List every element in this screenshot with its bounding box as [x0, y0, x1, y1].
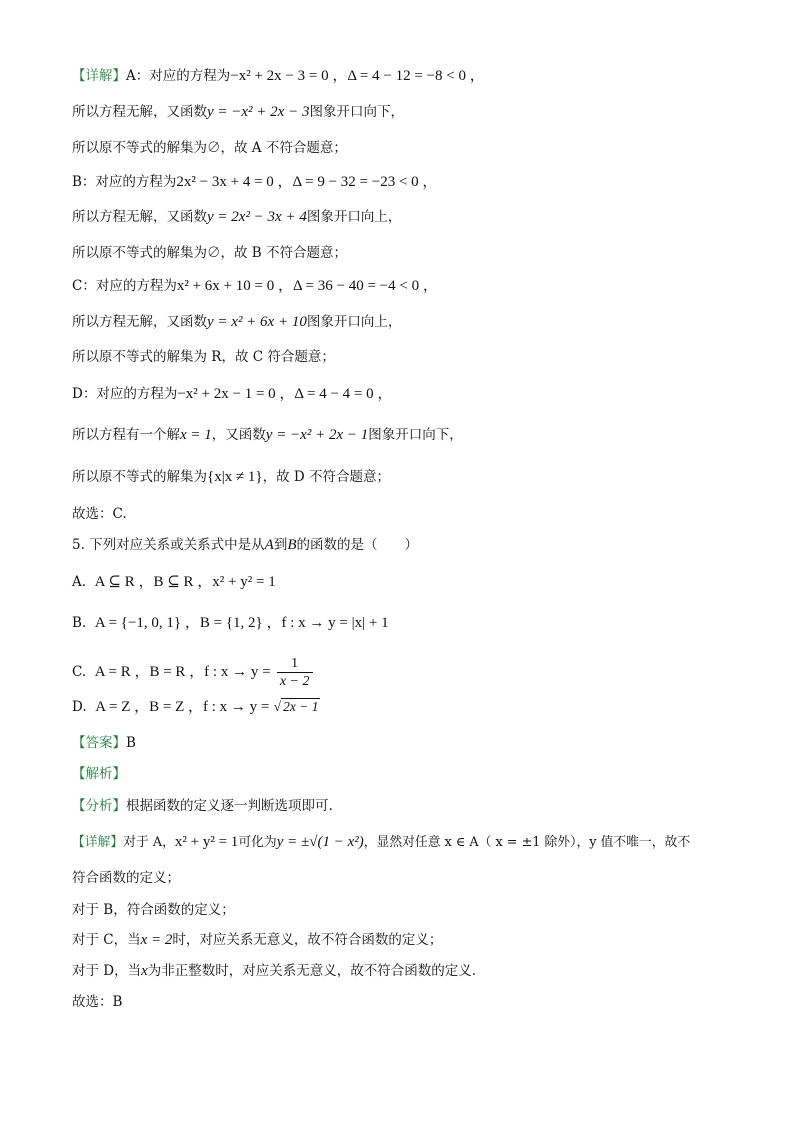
- analysis-heading: 【解析】: [72, 766, 126, 782]
- question-5-stem: 5. 下列对应关系或关系式中是从A到B的函数的是（ ）: [72, 537, 419, 553]
- solution-line-d-conclusion: 所以原不等式的解集为{x|x ≠ 1}，故 D 不符合题意；: [72, 469, 391, 485]
- option-d: D. A = Z ，B = Z ，f : x → y = √ 2x − 1: [72, 699, 319, 715]
- option-c: C. A = R ，B = R ，f : x → y = $\frac{1}{x - 2}$: [72, 655, 732, 690]
- detail-line-a: 【详解】对于 A，x² + y² = 1可化为y = ±√(1 − x²)，显然对任意 x ∈ A（ x = ±1 除外），y 值不唯一，故不: [72, 834, 691, 850]
- detail-tag: 【详解】: [72, 68, 126, 84]
- solution-line-c-conclusion: 所以原不等式的解集为 R，故 C 符合题意；: [72, 349, 335, 365]
- solution-line-b-conclusion: 所以原不等式的解集为∅，故 B 不符合题意；: [72, 245, 348, 261]
- solution-line-c-function: 所以方程无解，又函数y = x² + 6x + 10图象开口向上，: [72, 314, 402, 330]
- detail-line-d: 对于 D，当x为非正整数时，对应关系无意义，故不符合函数的定义.: [72, 963, 477, 979]
- solution-line-a-conclusion: 所以原不等式的解集为∅，故 A 不符合题意；: [72, 140, 347, 156]
- detail-line-c: 对于 C，当x = 2时，对应关系无意义，故不符合函数的定义；: [72, 932, 443, 948]
- solution-line-b-function: 所以方程无解，又函数y = 2x² − 3x + 4图象开口向上，: [72, 209, 402, 225]
- solution-line-a-equation: 【详解】A：对应的方程为−x² + 2x − 3 = 0 ，Δ = 4 − 12 = −8 < 0 ，: [72, 68, 485, 84]
- solution-line-a-function: 所以方程无解，又函数y = −x² + 2x − 3图象开口向下，: [72, 104, 404, 120]
- option-b: B. A = {−1, 0, 1} ，B = {1, 2} ，f : x → y = |x| + 1: [72, 615, 389, 631]
- solution-line-c-equation: C：对应的方程为x² + 6x + 10 = 0 ，Δ = 36 − 40 = −4 < 0 ，: [72, 278, 438, 294]
- answer-line: 【答案】B: [72, 735, 136, 751]
- answer-choice-b: 故选：B: [72, 994, 123, 1010]
- fraction: $\frac{1}{x - 2}$: [277, 655, 313, 690]
- solution-line-b-equation: B：对应的方程为2x² − 3x + 4 = 0 ，Δ = 9 − 32 = −23 < 0 ，: [72, 174, 438, 190]
- option-a: A. A ⊆ R ，B ⊆ R ，x² + y² = 1: [72, 574, 276, 590]
- analysis-line: 【分析】根据函数的定义逐一判断选项即可.: [72, 798, 333, 814]
- detail-line-a-cont: 符合函数的定义；: [72, 870, 180, 886]
- detail-line-b: 对于 B，符合函数的定义；: [72, 902, 235, 918]
- solution-line-d-equation: D：对应的方程为−x² + 2x − 1 = 0 ，Δ = 4 − 4 = 0 ，: [72, 386, 393, 402]
- square-root: √ 2x − 1: [273, 699, 319, 714]
- answer-choice-c: 故选：C.: [72, 506, 127, 522]
- solution-line-d-function: 所以方程有一个解x = 1，又函数y = −x² + 2x − 1图象开口向下，: [72, 427, 463, 443]
